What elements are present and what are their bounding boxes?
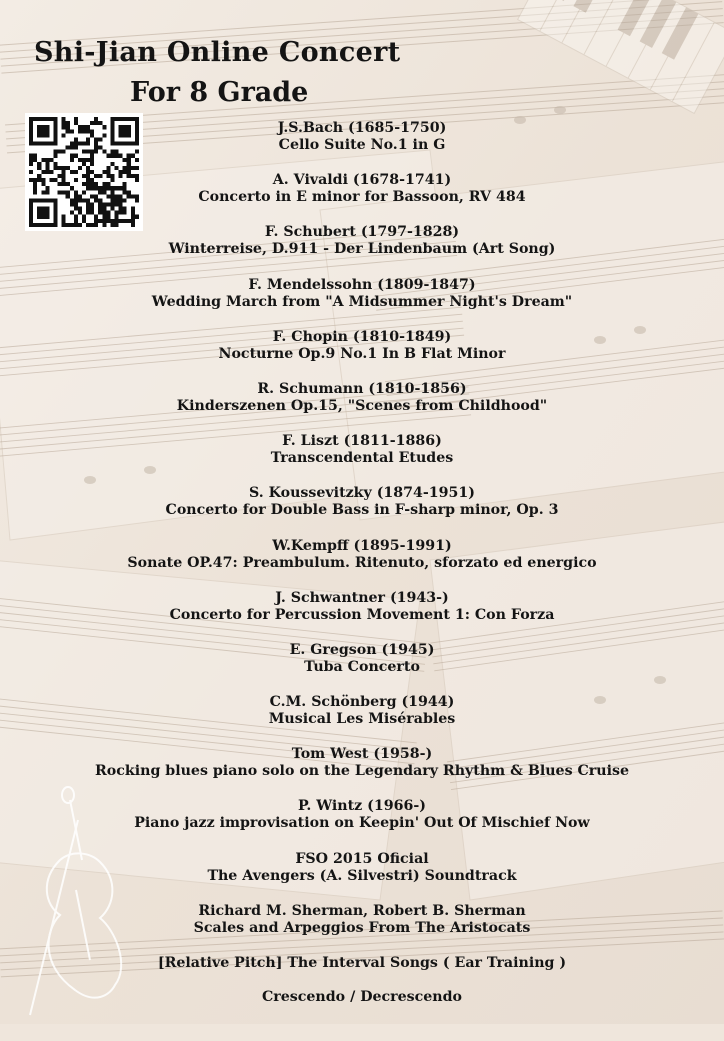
- program-item: [0, 120, 724, 172]
- composer-name: R. Schumann (1810-1856): [257, 380, 467, 397]
- program-item: [0, 955, 724, 989]
- program-item: [0, 224, 724, 276]
- concert-program: [0, 120, 724, 1041]
- composer-name: J.S.Bach (1685-1750): [277, 120, 447, 136]
- work-title: Wedding March from "A Midsummer Night's Dream": [151, 293, 573, 310]
- work-title: Nocturne Op.9 No.1 In B Flat Minor: [218, 345, 506, 362]
- work-title: Tuba Concerto: [304, 658, 420, 675]
- program-item: [0, 329, 724, 381]
- work-title: Crescendo / Decrescendo: [261, 989, 463, 1005]
- composer-name: Richard M. Sherman, Robert B. Sherman: [198, 902, 526, 919]
- composer-name: A. Vivaldi (1678-1741): [272, 172, 452, 189]
- composer-name: Tom West (1958-): [291, 746, 433, 763]
- program-item: [0, 485, 724, 537]
- composer-name: E. Gregson (1945): [289, 641, 435, 658]
- composer-name: J. Schwantner (1943-): [275, 589, 449, 606]
- work-title: Musical Les Misérables: [268, 711, 456, 728]
- work-title: Concerto in E minor for Bassoon, RV 484: [198, 189, 526, 206]
- work-title: Transcendental Etudes: [270, 450, 454, 467]
- program-item: [0, 538, 724, 590]
- composer-name: S. Koussevitzky (1874-1951): [249, 485, 475, 502]
- work-title: Piano jazz improvisation on Keepin' Out Of Mischief Now: [134, 815, 590, 832]
- composer-name: F. Liszt (1811-1886): [282, 433, 442, 450]
- program-item: [0, 277, 724, 329]
- program-item: [0, 989, 724, 1041]
- program-item: [0, 381, 724, 433]
- work-title: [Relative Pitch] The Interval Songs ( Ear Training ): [157, 955, 567, 971]
- program-item: [0, 851, 724, 903]
- grade-subtitle: For 8 Grade: [130, 77, 309, 108]
- composer-name: F. Schubert (1797-1828): [264, 224, 460, 241]
- program-item: [0, 433, 724, 485]
- work-title: Winterreise, D.911 - Der Lindenbaum (Art Song): [168, 241, 556, 258]
- work-title: Concerto for Percussion Movement 1: Con Forza: [169, 606, 555, 623]
- work-title: Cello Suite No.1 in G: [278, 137, 446, 153]
- composer-name: C.M. Schönberg (1944): [269, 694, 455, 711]
- program-item: [0, 694, 724, 746]
- program-item: [0, 903, 724, 955]
- program-item: [0, 746, 724, 798]
- composer-name: F. Mendelssohn (1809-1847): [248, 276, 476, 293]
- program-item: [0, 798, 724, 850]
- work-title: Concerto for Double Bass in F-sharp minor, Op. 3: [165, 502, 559, 519]
- work-title: Scales and Arpeggios From The Aristocats: [193, 919, 531, 936]
- program-item: [0, 590, 724, 642]
- work-title: Kinderszenen Op.15, "Scenes from Childhood": [176, 397, 548, 414]
- concert-title: Shi-Jian Online Concert: [34, 37, 401, 68]
- composer-name: W.Kempff (1895-1991): [272, 537, 452, 554]
- work-title: The Avengers (A. Silvestri) Soundtrack: [207, 867, 517, 884]
- program-item: [0, 172, 724, 224]
- program-item: [0, 642, 724, 694]
- composer-name: FSO 2015 Oficial: [295, 850, 429, 867]
- composer-name: F. Chopin (1810-1849): [272, 328, 452, 345]
- work-title: Sonate OP.47: Preambulum. Ritenuto, sforzato ed energico: [127, 554, 597, 571]
- work-title: Rocking blues piano solo on the Legendary Rhythm & Blues Cruise: [95, 763, 629, 780]
- composer-name: P. Wintz (1966-): [298, 798, 426, 815]
